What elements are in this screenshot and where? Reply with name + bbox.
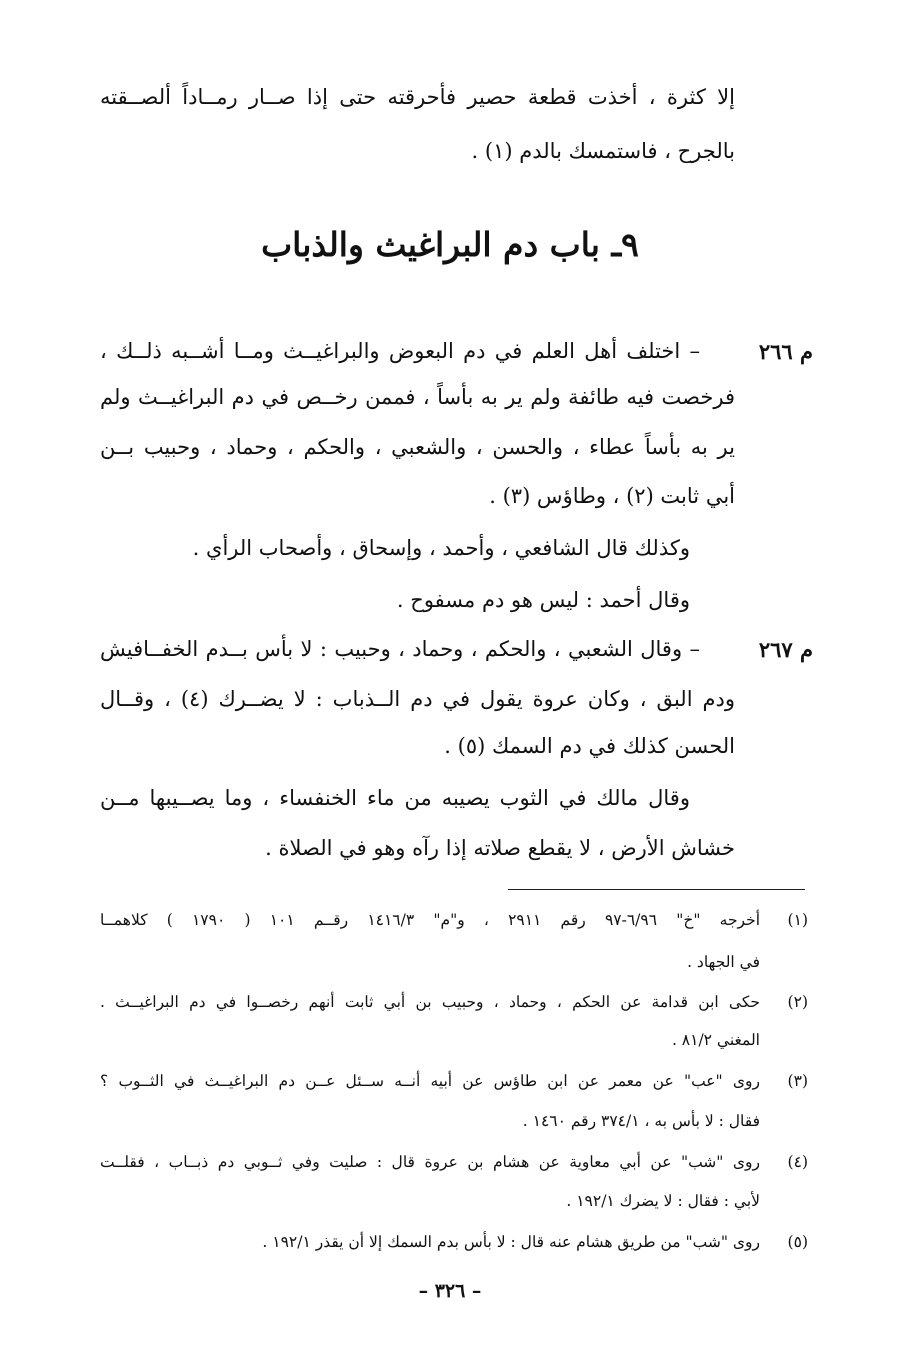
footnote-4-line-2: لأبي : فقال : لا يضرك ١٩٢/١ . xyxy=(566,1192,760,1210)
page-number: – ٣٢٦ – xyxy=(418,1280,482,1302)
footnote-3-line-1: روى "عب" عن معمر عن ابن طاؤس عن أبيه أنــه ســئل عــن دم البراغيــث في الثــوب ؟ xyxy=(100,1072,760,1090)
entry-267-line-1: – وقال الشعبي ، والحكم ، وحماد ، وحبيب : لا بأس بــدم الخفــافيش xyxy=(100,637,700,661)
footnote-3-marker: (٣) xyxy=(787,1072,808,1090)
footnote-1-line-1: أخرجه "خ" ٦/٩٦-٩٧ رقم ٢٩١١ ، و"م" ١٤١٦/٣ رقــم ١٠١ ( ١٧٩٠ ) كلاهمــا xyxy=(100,911,760,929)
entry-267-line-5: خشاش الأرض ، لا يقطع صلاته إذا رآه وهو في الصلاة . xyxy=(265,836,735,860)
footnote-2-line-2: المغني ٨١/٢ . xyxy=(671,1031,760,1049)
top-paragraph-line-1: إلا كثرة ، أخذت قطعة حصير فأحرقته حتى إذا صــار رمــاداً ألصــقته xyxy=(100,85,735,109)
entry-266-line-6: وقال أحمد : ليس هو دم مسفوح . xyxy=(396,588,690,612)
footnote-separator xyxy=(508,889,805,890)
entry-266-line-2: فرخصت فيه طائفة ولم ير به بأساً ، فممن رخــص في دم البراغيــث ولم xyxy=(100,385,735,409)
footnote-1-line-2: في الجهاد . xyxy=(687,953,760,971)
entry-266-line-5: وكذلك قال الشافعي ، وأحمد ، وإسحاق ، وأصحاب الرأي . xyxy=(192,536,690,560)
top-paragraph-line-2: بالجرح ، فاستمسك بالدم (١) . xyxy=(471,139,735,163)
entry-267-line-2: ودم البق ، وكان عروة يقول في دم الــذباب : لا يضــرك (٤) ، وقــال xyxy=(100,687,735,711)
entry-266-line-1: – اختلف أهل العلم في دم البعوض والبراغيــث ومــا أشــبه ذلــك ، xyxy=(100,339,700,363)
footnote-4-marker: (٤) xyxy=(787,1153,808,1171)
entry-267-line-4: وقال مالك في الثوب يصيبه من ماء الخنفساء ، وما يصــيبها مــن xyxy=(100,786,690,810)
footnote-2-line-1: حكى ابن قدامة عن الحكم ، وحماد ، وحبيب بن أبي ثابت أنهم رخصــوا في دم البراغيــث . xyxy=(100,993,760,1011)
entry-267-number: م ٢٦٧ xyxy=(758,637,813,662)
footnote-4-line-1: روى "شب" عن أبي معاوية عن هشام بن عروة قال : صليت وفي ثــوبي دم ذبــاب ، فقلــت xyxy=(100,1153,760,1171)
footnote-5-line-1: روى "شب" من طريق هشام عنه قال : لا بأس بدم السمك إلا أن يقذر ١٩٢/١ . xyxy=(262,1233,760,1251)
entry-266-number: م ٢٦٦ xyxy=(758,339,813,364)
entry-266-line-4: أبي ثابت (٢) ، وطاؤس (٣) . xyxy=(489,484,735,508)
footnote-3-line-2: فقال : لا بأس به ، ٣٧٤/١ رقم ١٤٦٠ . xyxy=(522,1112,760,1130)
footnote-1-marker: (١) xyxy=(787,911,808,929)
entry-267-line-3: الحسن كذلك في دم السمك (٥) . xyxy=(444,734,735,758)
entry-266-line-3: ير به بأساً عطاء ، والحسن ، والشعبي ، والحكم ، وحماد ، وحبيب بــن xyxy=(100,435,735,459)
chapter-heading: ٩ـ باب دم البراغيث والذباب xyxy=(261,225,639,264)
footnote-5-marker: (٥) xyxy=(787,1233,808,1251)
footnote-2-marker: (٢) xyxy=(787,993,808,1011)
